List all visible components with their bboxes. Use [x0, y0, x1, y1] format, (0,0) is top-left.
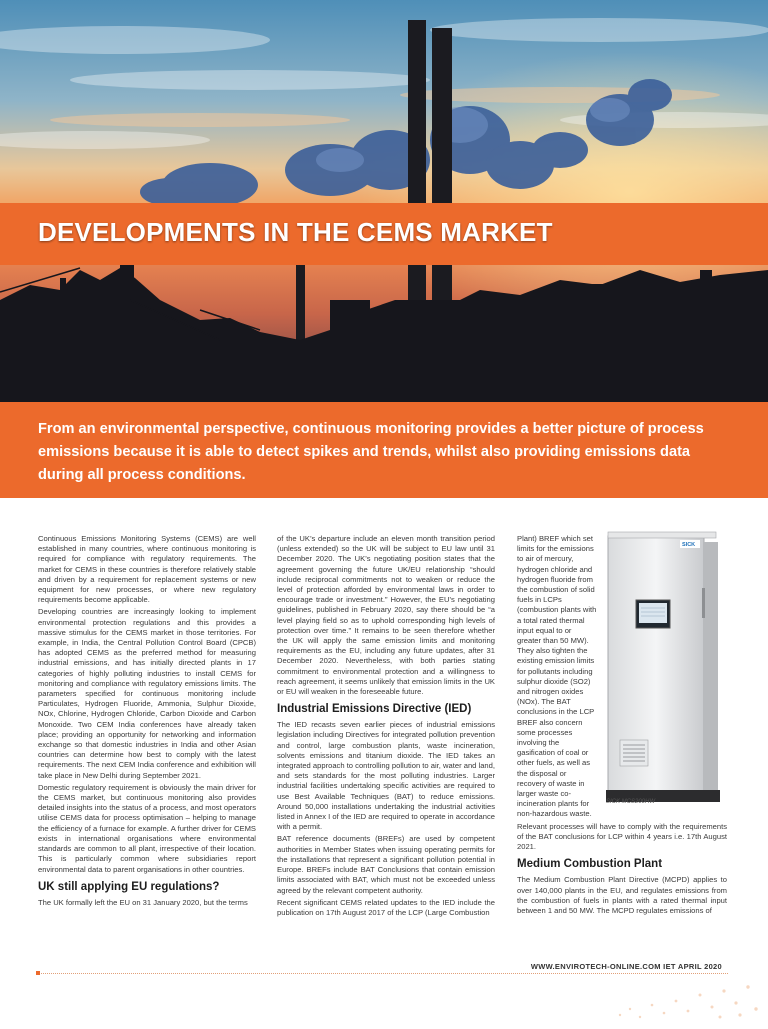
col3-paragraph-wrapped: Plant) BREF which set limits for the emissions to air of mercury, hydrogen chloride and hydrogen fluoride from the combustion of solid fuels in LCPs (combustion plants with a total rated thermal input equal to or greater than 50 MW). They also tighten the existing emission limits for pollutants including sulphur dioxide (SO2) and nitrogen oxides (NOx). The BAT conclusions in the LCP BREF also concern some processes involving the gasification of coal or other fuels, as well as the disposal or recovery of waste in larger waste co-incineration plants for non-hazardous waste.	[517, 534, 597, 819]
product-image	[596, 528, 726, 828]
col1-paragraph: The UK formally left the EU on 31 January 2020, but the terms	[38, 897, 248, 907]
col1-paragraph: Continuous Emissions Monitoring Systems (CEMS) are well established in many countries, where continuous monitoring is required for compliance with regulatory requirements. The market for CEMS in these countries is therefore relatively stable and driven by a requirement for replacement systems or new equipment for new processes, or where new regulatory requirements become applicable.	[38, 534, 256, 605]
hero-image	[0, 0, 768, 402]
brand-logo: SICK	[682, 542, 696, 548]
col1-paragraph: Domestic regulatory requirement is obviously the main driver for the CEMS market, but continuous monitoring also provides detailed insights into the status of a process, and most operators utilise CEMS data for process optimisation – helping to manage the efficiency of a furnace for example. A further driver for CEMS exists in international organisations where environmental standards are common to all plant, irrespective of their location. This is particularly common where subsidiaries report environmental data to parent organisations in other countries.	[38, 782, 256, 874]
col3-paragraph: Relevant processes will have to comply with the requirements of the BAT conclusions for LCP within 4 years i.e. 17th August 2021.	[517, 821, 727, 852]
title-band	[0, 203, 768, 265]
heading-ied: Industrial Emissions Directive (IED)	[277, 703, 472, 716]
footer-marker	[36, 971, 40, 975]
standfirst-band	[0, 402, 768, 498]
col2-paragraph: BAT reference documents (BREFs) are used by competent authorities in Member States when issuing operating permits for the installations that represent a significant pollution potential in Europe. BREFs include BAT Conclusions that contain emission limits associated with BAT, which must not be exceeded unless agreed by the relevant competent authority.	[277, 834, 495, 895]
column-1	[38, 534, 256, 910]
col2-paragraph: of the UK’s departure include an eleven month transition period (unless extended) so the UK will be subject to EU law until 31 December 2020. The UK’s negotiating position states that the agreement governing the future UK/EU relationship “should include reciprocal commitments not to weaken or reduce the level of protection afforded by environmental laws in order to encourage trade or investment.” However, the EU’s negotiating guidelines, published in February 2020, say there should be “a level playing field so as to uphold corresponding high levels of protection over time.” It remains to be seen therefore whether the UK will apply the same emission limits and monitoring requirements as the EU, including any future updates, after 31 December 2020. Nevertheless, with both parties stating commitment to environmental protection and a willingness to reach agreement, it seems unlikely that emission limits in the UK or EU will weaken in the foreseeable future.	[277, 534, 495, 697]
col2-paragraph: The IED recasts seven earlier pieces of industrial emissions legislation including Directives for integrated pollution prevention and control, large combustion plants, waste incineration, solvents emissions and titanium dioxide. The IED takes an integrated approach to controlling pollution to air, water and land, and sets standards for the most polluting industries. Larger industrial facilities undertaking specific activities are required to use Best Available Techniques (BAT) to reduce emissions. Around 50,000 installations undertaking the industrial activities listed in Annex I of the IED are required to operate in accordance with a permit.	[277, 720, 495, 832]
article-title: DEVELOPMENTS IN THE CEMS MARKET	[38, 217, 553, 247]
footer-rule	[38, 973, 728, 974]
footer-publication: WWW.ENVIROTECH-ONLINE.COM IET APRIL 2020	[530, 962, 722, 971]
column-2	[277, 534, 495, 920]
standfirst-text: From an environmental perspective, continuous monitoring provides a better picture of process emissions because it is able to detect spikes and trends, whilst also providing emissions data during all process conditions.	[38, 421, 704, 483]
heading-uk-regulations: UK still applying EU regulations?	[38, 880, 220, 893]
col3-paragraph: The Medium Combustion Plant Directive (MCPD) applies to over 140,000 plants in the EU, and regulates emissions from the combustion of fuels in plants with a rated thermal input between 1 and 50 MW. The MCPD regulates emissions of	[517, 875, 727, 915]
col1-paragraph: Developing countries are increasingly looking to implement environmental protection regulations and this provides a massive stimulus for the CEMS market in those territories. For example, in India, the Central Pollution Control Board (CPCB) has adopted CEMS as the preferred method for measuring industrial emissions, and has initially directed plants in 17 categories of highly polluting industries to install CEMS for monitoring and compliance with regulatory emissions limits. The parameters specified for continuous monitoring include Particulates, Hydrogen Fluoride, Ammonia, Sulphur Dioxide, NOx, Chlorine, Hydrogen Chloride, Carbon Dioxide and Carbon Monoxide. Two CEM India conferences have already taken place; providing an opportunity for networking and information exchange so that domestic industries in India and other Asian countries can determine how best to comply with the latest requirements. The next CEM India conference and exhibition will take place in New Delhi during September 2021.	[38, 607, 256, 780]
heading-medium-combustion: Medium Combustion Plant	[517, 858, 663, 871]
col2-paragraph: Recent significant CEMS related updates to the IED include the publication on 17th August 2017 of the LCP (Large Combustion	[277, 897, 495, 917]
product-caption: SICK MCS200HW	[606, 799, 656, 805]
